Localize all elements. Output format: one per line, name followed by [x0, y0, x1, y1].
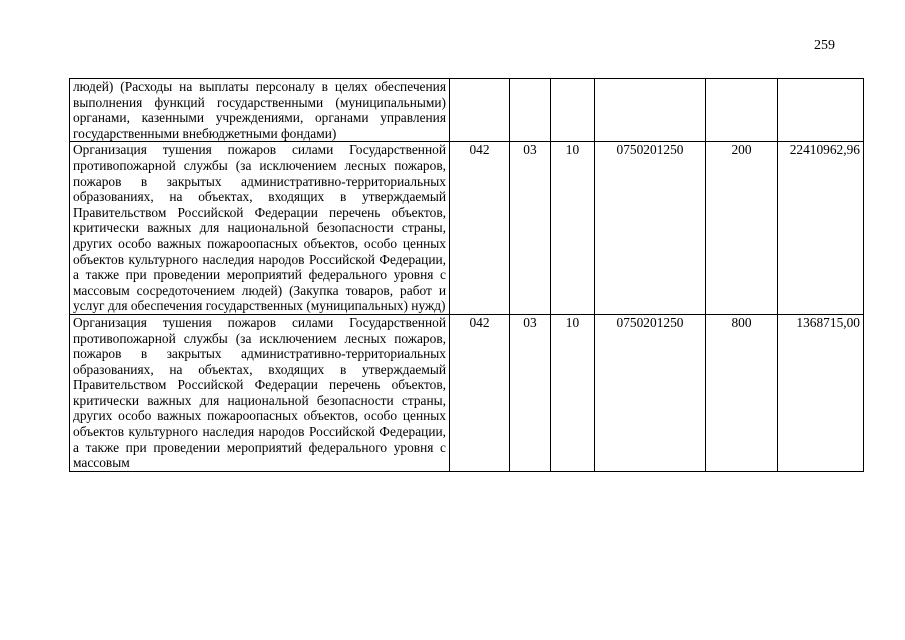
row-ved-code: 042 [450, 314, 510, 471]
row-amount [778, 79, 864, 142]
row-subsection-code: 10 [551, 314, 595, 471]
table-row [70, 79, 864, 142]
row-expense-type-code: 800 [706, 314, 778, 471]
row-amount: 1368715,00 [778, 314, 864, 471]
table-row [70, 142, 864, 315]
row-description: Организация тушения пожаров силами Государственной противопожарной службы (за исключением лесных пожаров, пожаров в закрытых административно-территориальных образованиях, на объектах, входящих в утверждаемый Правительством Российской Федерации перечень объектов, критически важных для национальной безопасности страны, других особо важных пожароопасных объектов, особо ценных объектов культурного наследия народов Российской Федерации, а также при проведении мероприятий федерального уровня с массовым сосредоточением людей) (Закупка товаров, работ и услуг для обеспечения государственных (муниципальных) нужд) [70, 142, 450, 315]
row-target-article-code: 0750201250 [595, 142, 706, 315]
row-description: Организация тушения пожаров силами Государственной противопожарной службы (за исключением лесных пожаров, пожаров в закрытых административно-территориальных образованиях, на объектах, входящих в утверждаемый Правительством Российской Федерации перечень объектов, критически важных для национальной безопасности страны, других особо важных пожароопасных объектов, особо ценных объектов культурного наследия народов Российской Федерации, а также при проведении мероприятий федерального уровня с массовым [70, 314, 450, 471]
row-expense-type-code: 200 [706, 142, 778, 315]
row-subsection-code [551, 79, 595, 142]
row-ved-code: 042 [450, 142, 510, 315]
row-section-code [510, 79, 551, 142]
row-expense-type-code [706, 79, 778, 142]
row-description: людей) (Расходы на выплаты персоналу в целях обеспечения выполнения функций государственными (муниципальными) органами, казенными учреждениями, органами управления государственными внебюджетными фондами) [70, 79, 450, 142]
row-amount: 22410962,96 [778, 142, 864, 315]
row-subsection-code: 10 [551, 142, 595, 315]
table-row [70, 314, 864, 471]
row-target-article-code [595, 79, 706, 142]
row-section-code: 03 [510, 314, 551, 471]
row-section-code: 03 [510, 142, 551, 315]
row-ved-code [450, 79, 510, 142]
budget-table [69, 78, 864, 472]
row-target-article-code: 0750201250 [595, 314, 706, 471]
page-number: 259 [814, 38, 835, 53]
